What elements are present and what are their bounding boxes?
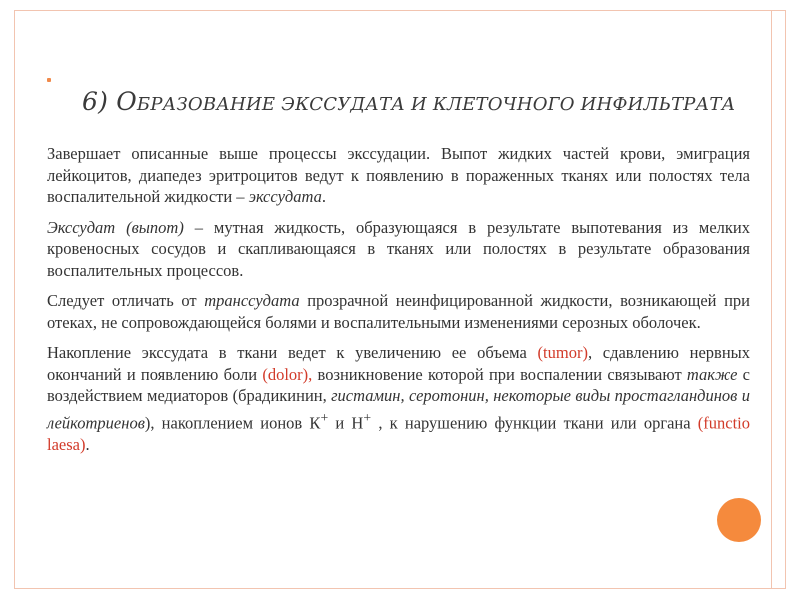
- p4-f: и Н: [328, 413, 364, 432]
- latin-functio-laesa: (functio laesa): [47, 413, 751, 454]
- p4-a: Накопление экссудата в ткани ведет к увеличению ее объема: [47, 343, 538, 362]
- paragraph-2: [47, 217, 750, 282]
- slide-title: [82, 87, 752, 116]
- p4-b: , сдавлению нервных окончаний и появлению боли: [47, 343, 750, 384]
- title-rest: БРАЗОВАНИЕ ЭКССУДАТА И КЛЕТОЧНОГО ИНФИЛЬТРАТА: [136, 94, 736, 115]
- p1-end: .: [321, 187, 326, 206]
- p1-term: экссудата: [248, 187, 322, 206]
- latin-dolor: (dolor),: [262, 364, 313, 384]
- p4-g: , к нарушению функции ткани или органа: [371, 413, 698, 432]
- frame-left-line: [14, 10, 15, 589]
- p1-text: Завершает описанные выше процессы экссудации. Выпот жидких частей крови, эмиграция лейкоцитов, диапедез эритроцитов ведут к появлению в пораженных тканях или полостях тела воспалительной жидкости –: [47, 144, 750, 206]
- slide-body: [47, 143, 750, 464]
- paragraph-1: [47, 143, 750, 208]
- frame-top-line: [14, 10, 786, 11]
- h-plus-sup: +: [363, 409, 372, 425]
- paragraph-4: [47, 342, 750, 455]
- frame-right-line-outer: [785, 10, 786, 589]
- p4-also: также: [686, 364, 738, 384]
- p3-text: прозрачной неинфицированной жидкости, возникающей при отеках, не сопровождающейся болями и воспалительными изменениями серозных оболочек.: [47, 291, 750, 332]
- orange-circle-decoration: [717, 498, 761, 542]
- title-lead: 6) О: [82, 87, 137, 116]
- frame-bottom-line: [14, 588, 786, 589]
- k-plus-sup: +: [320, 409, 329, 425]
- p4-mediators: гистамин, серотонин, некоторые виды простагландинов и лейкотриенов: [47, 386, 750, 432]
- frame-right-line-inner: [771, 10, 772, 589]
- p3-before: Следует отличать от: [47, 291, 205, 310]
- p4-end: .: [85, 434, 90, 454]
- paragraph-3: [47, 290, 750, 333]
- p4-e: ), накоплением ионов К: [144, 413, 321, 432]
- p4-d: с воздействием медиаторов (брадикинин,: [47, 364, 750, 405]
- p2-term: Экссудат (выпот): [47, 217, 184, 237]
- p4-c: возникновение которой при воспалении связывают: [312, 364, 687, 384]
- latin-tumor: (tumor): [537, 343, 588, 362]
- accent-mark: [47, 78, 51, 82]
- p2-text: – мутная жидкость, образующаяся в результате выпотевания из мелких кровеносных сосудов и скапливающаяся в тканях или полостях в результате образования воспалительных процессов.: [47, 217, 751, 280]
- p3-term: транссудата: [204, 291, 300, 310]
